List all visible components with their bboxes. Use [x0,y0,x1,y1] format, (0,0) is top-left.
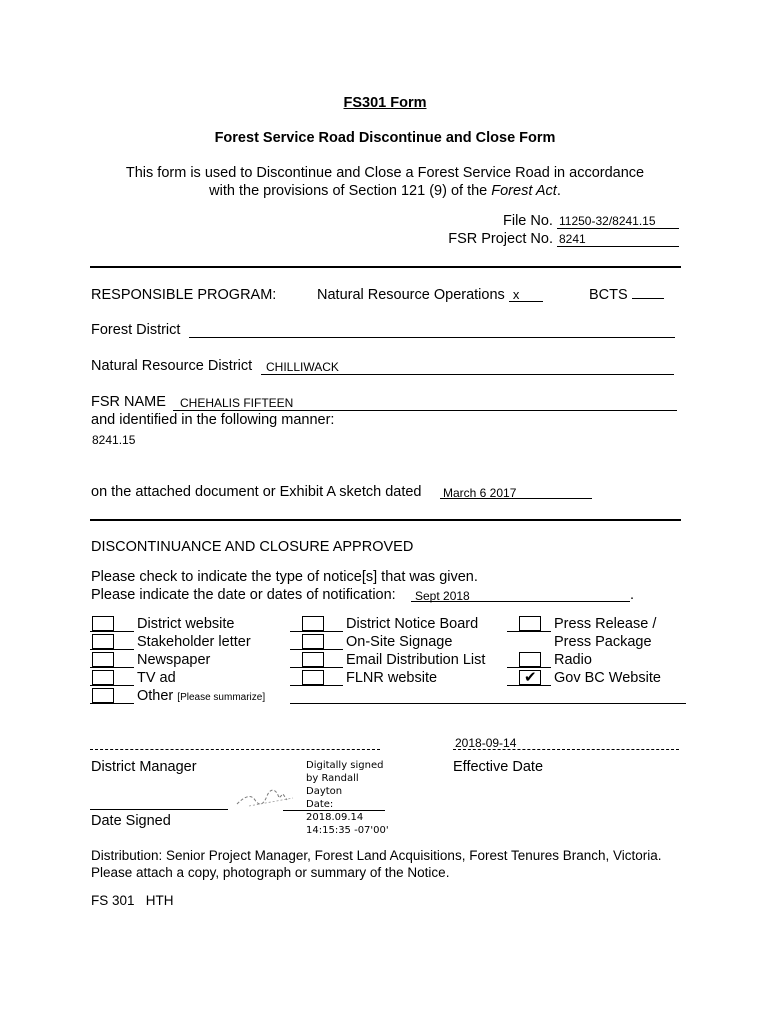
stakeholder-letter-label: Stakeholder letter [137,634,251,650]
newspaper-checkbox[interactable] [92,652,114,667]
date-signed-label: Date Signed [91,813,171,829]
date-signed-line[interactable] [90,809,228,810]
approval-heading: DISCONTINUANCE AND CLOSURE APPROVED [91,539,414,555]
effective-date-label: Effective Date [453,759,544,775]
nro-checkbox-field[interactable]: x [509,288,543,302]
signature-date-line [283,810,385,811]
nro-row [317,287,543,303]
distribution-note: Distribution: Senior Project Manager, Forest Land Acquisitions, Forest Tenures Branch, Victoria. [91,848,662,863]
bcts-row [589,287,664,303]
date-instruction: Please indicate the date or dates of notification: [91,587,396,603]
district-manager-label: District Manager [91,759,197,775]
manager-signature-line[interactable] [90,749,380,750]
intro-prefix: with the provisions of Section 121 (9) of the [209,183,492,199]
nr-district-label: Natural Resource District [91,358,253,374]
other-label: Other [137,688,174,704]
project-no-field[interactable]: 8241 [557,233,679,247]
fsr-name-label: FSR NAME [91,394,166,410]
divider-middle [90,519,681,521]
bcts-checkbox-field[interactable] [632,298,664,299]
file-no-label: File No. [503,213,553,229]
digital-signature-line: 2018.09.14 [306,812,364,823]
digital-signature-line: by Randall [306,773,359,784]
district-notice-board-label: District Notice Board [346,616,479,632]
district-website-checkbox[interactable] [92,616,114,631]
checkbox-underline [290,649,343,650]
attach-note: Please attach a copy, photograph or summary of the Notice. [91,865,450,880]
checkbox-underline [290,685,343,686]
bcts-label: BCTS [589,287,628,303]
stakeholder-letter-checkbox[interactable] [92,634,114,649]
identified-value[interactable]: 8241.15 [92,433,136,447]
program-label: RESPONSIBLE PROGRAM: [91,287,277,303]
checkmark-icon: ✔ [524,669,537,686]
checkbox-underline [90,703,134,704]
intro-line-1: This form is used to Discontinue and Close a Forest Service Road in accordance [125,165,645,181]
tv-ad-checkbox[interactable] [92,670,114,685]
checkbox-underline [90,649,134,650]
email-distribution-label: Email Distribution List [346,652,486,668]
radio-checkbox[interactable] [519,652,541,667]
other-checkbox[interactable] [92,688,114,703]
checkbox-underline [90,631,134,632]
fsr-name-field-line [173,410,677,411]
sketch-date-field[interactable]: March 6 2017 [443,486,517,500]
checkbox-underline [290,631,343,632]
project-no-label: FSR Project No. [448,231,553,247]
district-website-label: District website [137,616,235,632]
intro-line-2 [0,183,770,199]
forest-district-label: Forest District [91,322,181,338]
fsr-name-field[interactable]: CHEHALIS FIFTEEN [180,396,294,410]
form-title: Forest Service Road Discontinue and Close Form [214,130,556,146]
digital-signature-line: Dayton [306,786,343,797]
other-row [137,688,265,704]
gov-bc-website-label: Gov BC Website [554,670,661,686]
effective-date-line [453,749,679,750]
intro-act: Forest Act [491,183,557,199]
digital-signature-block [306,759,389,837]
file-no-row [503,213,679,229]
digital-signature-line: Date: [306,799,334,810]
district-notice-board-checkbox[interactable] [302,616,324,631]
checkbox-underline [507,667,551,668]
form-code: FS301 Form [343,95,427,111]
checkbox-underline [290,667,343,668]
form-id: FS 301 HTH [91,893,174,908]
on-site-signage-checkbox[interactable] [302,634,324,649]
flnr-website-label: FLNR website [346,670,438,686]
project-no-row [448,231,679,247]
radio-label: Radio [554,652,592,668]
checkbox-underline [90,685,134,686]
signature-scribble-icon [233,786,303,812]
sketch-label: on the attached document or Exhibit A sketch dated [91,484,422,500]
divider-top [90,266,681,268]
identified-label: and identified in the following manner: [91,412,335,428]
checkbox-underline [507,631,551,632]
digital-signature-line: Digitally signed [306,760,384,771]
flnr-website-checkbox[interactable] [302,670,324,685]
check-instruction: Please check to indicate the type of notice[s] that was given. [91,569,478,585]
nro-label: Natural Resource Operations [317,287,505,303]
notification-date-period: . [630,587,635,603]
press-package-label: Press Package [554,634,652,650]
tv-ad-label: TV ad [137,670,176,686]
press-release-checkbox[interactable] [519,616,541,631]
intro-suffix: . [556,183,561,199]
on-site-signage-label: On-Site Signage [346,634,453,650]
notification-date-field[interactable]: Sept 2018 [415,589,470,603]
other-summary-line[interactable] [290,703,686,704]
press-release-label: Press Release / [554,616,657,632]
file-no-field[interactable]: 11250-32/8241.15 [557,215,679,229]
nr-district-field-line [261,374,674,375]
checkbox-underline [90,667,134,668]
email-distribution-checkbox[interactable] [302,652,324,667]
effective-date-value[interactable]: 2018-09-14 [455,736,517,750]
nr-district-field[interactable]: CHILLIWACK [266,360,339,374]
checkbox-underline [507,685,551,686]
forest-district-field-line [189,337,675,338]
digital-signature-line: 14:15:35 -07'00' [306,825,389,836]
newspaper-label: Newspaper [137,652,211,668]
other-hint: [Please summarize] [177,692,266,703]
